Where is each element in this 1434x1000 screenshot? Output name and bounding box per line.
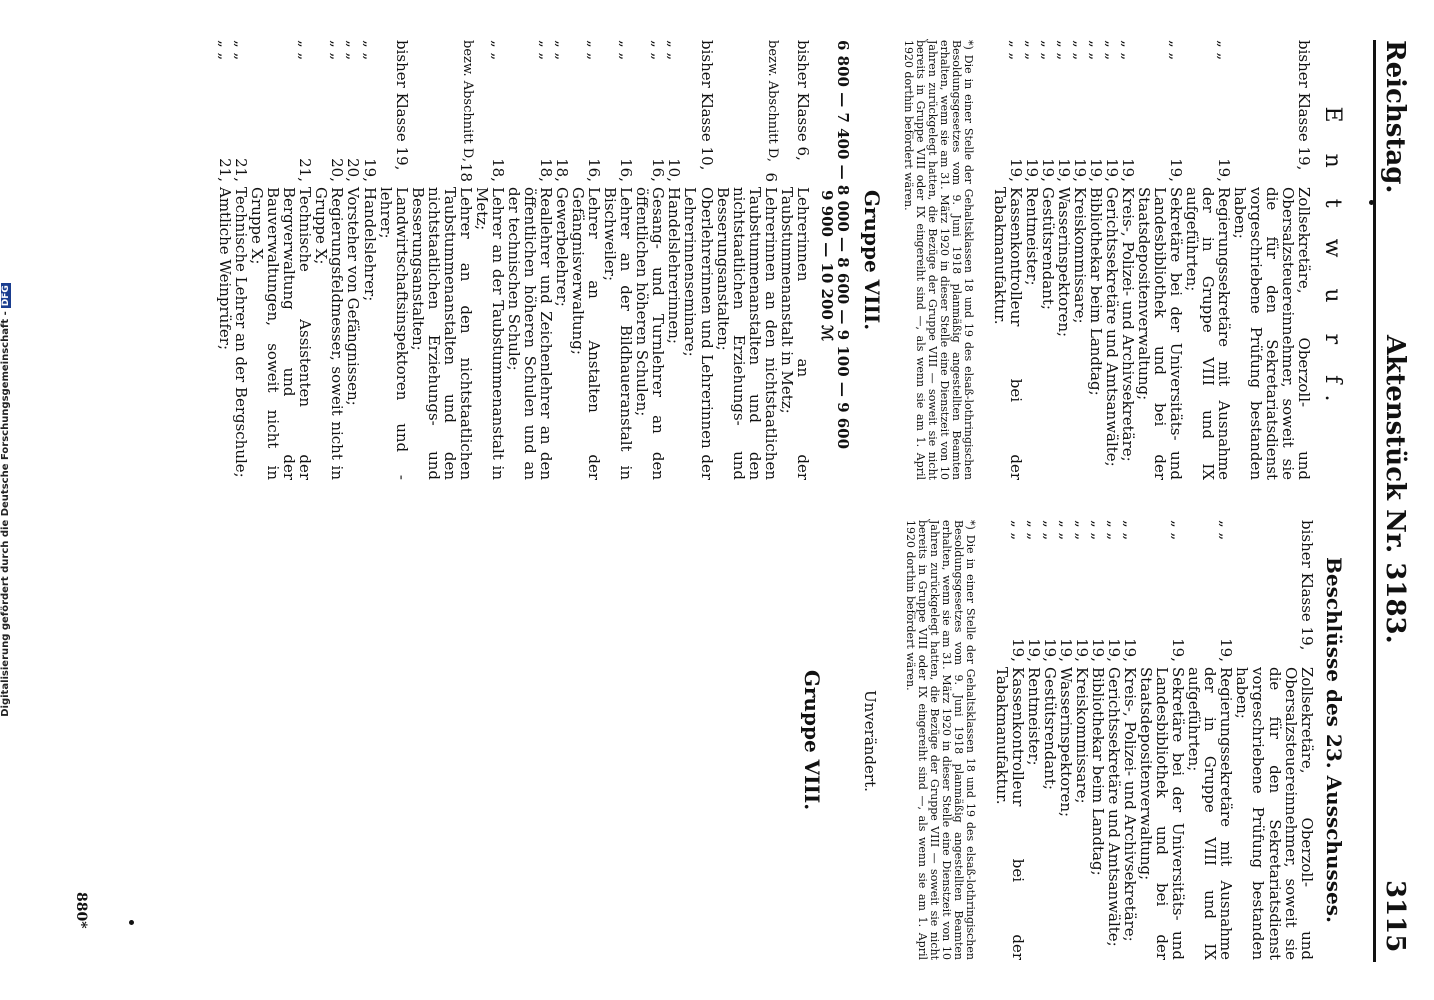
entry-class: „ „ (1215, 40, 1234, 61)
entry-class: bisher Klasse 10, (697, 40, 716, 171)
entry-class: „ „ (1008, 520, 1027, 541)
list-item (682, 40, 714, 480)
list-item (570, 40, 602, 480)
list-item (1120, 40, 1136, 480)
list-item (249, 40, 313, 480)
entry-text: Handelslehrer; (360, 187, 379, 302)
entry-text: Kreis-, Polizei- und Archivsekretäre; (1121, 667, 1140, 942)
list-item (1136, 40, 1184, 480)
list-item (217, 40, 233, 480)
entry-text: Rentmeister; (1022, 187, 1041, 286)
list-item (233, 40, 249, 480)
entry-class: „ „ (1121, 520, 1140, 541)
header-rule (1373, 40, 1376, 962)
entry-class: „ „ (649, 40, 668, 61)
list-item (1024, 40, 1040, 480)
list-item (1042, 520, 1058, 960)
entry-class: „ „ (537, 40, 556, 61)
entry-class: „ „ (1102, 40, 1121, 61)
entry-class: bisher Klasse 19, (1295, 40, 1314, 171)
entry-number (1232, 152, 1312, 187)
column-beschluesse (791, 520, 1344, 960)
digitization-note (0, 0, 16, 1000)
print-mark (129, 920, 134, 925)
entry-text: Gerichtssekretäre und Amtsanwälte; (1102, 187, 1121, 467)
entry-list (994, 520, 1315, 960)
entry-class: bisher Klasse 6, (793, 40, 812, 161)
list-item (474, 40, 506, 480)
entry-class: „ „ (1105, 520, 1124, 541)
entry-text: Gerichtssekretäre und Amtsanwälte; (1105, 667, 1124, 947)
footnote: *) Die in einer Stelle der Gehaltsklassen 18 und 19 des elsaß-lothringischen Besoldungsgesetzes vom 9. Juni 1918 planmäßig angestellten Beamten erhalten, wenn sie am 31. März 1920 in dieser Stelle eine Dienstzeit von 10 Jahren zurückgelegt hatten, die Bezüge der Gruppe VIII — soweit sie nicht bereits in Gruppe VIII oder IX eingereiht sind —, als wenn sie am 1. April 1920 dorthin befördert wären. (904, 520, 977, 960)
list-item (361, 40, 377, 480)
entry-number: 16, (649, 158, 668, 182)
entry-number: 19, (360, 158, 379, 182)
page-number: 880* (73, 892, 89, 929)
entry-text: Lehrer an der Taubstummenanstalt in Metz; (472, 187, 507, 480)
list-item (1138, 520, 1186, 960)
entry-class: „ „ (344, 40, 363, 61)
entry-class: „ „ (488, 40, 507, 61)
digitization-text: Digitalisierung gefördert durch die Deutsche Forschungsgemeinschaft - (0, 311, 11, 717)
list-item (666, 40, 682, 480)
entry-class: „ „ (1086, 40, 1105, 61)
entry-number: 18, (553, 158, 572, 182)
entry-class: „ „ (1217, 520, 1236, 541)
entry-number: 19, (1024, 638, 1043, 662)
entry-number: 21, (232, 158, 251, 182)
list-item (1104, 40, 1120, 480)
entry-class: „ „ (1070, 40, 1089, 61)
entry-class: „ „ (1006, 40, 1025, 61)
entry-text: Bibliothekar beim Landtag; (1089, 667, 1107, 876)
list-item (1122, 520, 1138, 960)
entry-class: „ „ (1022, 40, 1041, 61)
entry-number: 19, (1089, 638, 1107, 662)
entry-number: 19, (1072, 638, 1091, 662)
entry-class: „ „ (328, 40, 347, 61)
entry-class: „ „ (1167, 40, 1186, 61)
entry-class: „ „ (1089, 520, 1107, 541)
salary-scale (819, 40, 851, 480)
salary-row: 9 900 — 10 200 ℳ (817, 190, 836, 342)
entry-class: „ „ (585, 40, 604, 61)
entry-class: „ „ (1054, 40, 1073, 61)
entry-list (217, 40, 811, 480)
entry-number: 18, (488, 158, 507, 182)
entry-number: 20, (344, 158, 363, 182)
column-title: Beschlüsse des 23. Ausschusses. (1322, 557, 1346, 923)
list-item (1106, 520, 1122, 960)
entry-number: 19, (1105, 638, 1124, 662)
entry-number (378, 152, 410, 187)
entry-text: Kreis-, Polizei- und Archivsekretäre; (1118, 187, 1137, 462)
list-item (1072, 40, 1088, 480)
list-item (554, 40, 570, 480)
entry-text: Lehrer an Anstalten der Gefängnisverwaltung; (569, 187, 604, 480)
entry-class: „ „ (1169, 520, 1188, 541)
group-heading: Gruppe VIII. (860, 189, 885, 331)
entry-class: bisher Klasse 19, (392, 40, 411, 171)
list-item (1090, 520, 1106, 960)
entry-text: Technische Assistenten der Bergverwaltung und der Bauverwaltungen, soweit nicht in Gruppe X; (248, 187, 315, 480)
entry-class: „ „ (1056, 520, 1075, 541)
entry-text: Bibliothekar beim Landtag; (1086, 187, 1105, 396)
entry-text: Kassenkontrolleur bei der Tabakmanufaktur. (990, 187, 1025, 480)
entry-text: Kreiskommissare; (1072, 667, 1091, 804)
entry-number: 16, (617, 158, 636, 182)
running-header-title: Aktenstück Nr. 3183. (1380, 335, 1410, 644)
entry-text: Kassenkontrolleur bei der Tabakmanufaktur. (992, 667, 1027, 960)
entry-number: 19, (1118, 158, 1137, 182)
entry-class: bisher Klasse 19, (1297, 520, 1316, 651)
entry-number: 19, (1038, 158, 1057, 182)
list-item (715, 40, 779, 480)
entry-text: Regierungsfeldmesser, soweit nicht in Gruppe X; (312, 187, 347, 480)
entry-number: 19, (1054, 158, 1073, 182)
entry-number: 10, (665, 158, 684, 182)
entry-text: Lehrer an der Bildhaueranstalt in Bischweiler; (601, 187, 636, 480)
entry-number: 19, (1040, 638, 1059, 662)
entry-class: „ „ (617, 40, 636, 61)
entry-number: 19, (1070, 158, 1089, 182)
list-item (1088, 40, 1104, 480)
entry-text: Zollsekretäre, Oberzoll- und Obersalzsteuereinnehmer, soweit sie die für den Sekretariatsdienst vorgeschriebene Prüfung bestanden haben; (1231, 187, 1314, 480)
entry-text: Gestütsrendant; (1040, 667, 1059, 790)
entry-number: 19, (1022, 158, 1041, 182)
list-item (378, 40, 410, 480)
entry-number: 19, (1056, 638, 1075, 662)
entry-text: Wasserinspektoren; (1054, 187, 1073, 338)
entry-text: Gesang- und Turnlehrer an den öffentlichen höheren Schulen; (633, 187, 668, 480)
dfg-logo: DFG (1, 285, 11, 307)
list-item (1040, 40, 1056, 480)
entry-class: bezw. Abschnitt D, (764, 40, 780, 162)
entry-number (779, 152, 811, 187)
entry-number: 6 (761, 172, 780, 182)
entry-text: Lehrerinnen an der Taubstummenanstalt in Metz; (777, 187, 812, 480)
entry-text: Technische Lehrer an der Bergschule; (232, 187, 251, 478)
entry-number (682, 152, 714, 187)
entry-text: Lehrerinnen an den nichtstaatlichen Taubstummenanstalten und den nichtstaatlichen Erziehungs- und Besserungsanstalten; (713, 187, 780, 480)
list-item (1184, 40, 1232, 480)
salary-row: 6 800 — 7 400 — 8 000 — 8 600 — 9 100 — 9 600 (833, 40, 852, 450)
entry-class: „ „ (1072, 520, 1091, 541)
entry-list (992, 40, 1313, 480)
entry-class: „ „ (360, 40, 379, 61)
entry-class: „ „ (296, 40, 315, 61)
entry-number: 19, (1121, 638, 1140, 662)
list-item (1026, 520, 1042, 960)
entry-text: Regierungssekretäre mit Ausnahme der in Gruppe VIII und IX aufgeführten; (1185, 667, 1236, 960)
entry-number: 18 (456, 162, 475, 182)
entry-class: „ „ (1040, 520, 1059, 541)
entry-number: 18, (537, 158, 556, 182)
entry-text: Kreiskommissare; (1070, 187, 1089, 324)
list-item (1186, 520, 1234, 960)
entry-text: Gewerbelehrer; (553, 187, 572, 307)
list-item (1232, 40, 1312, 480)
entry-number: 19, (1086, 158, 1105, 182)
list-item (602, 40, 634, 480)
entry-class: bezw. Abschnitt D, (459, 40, 475, 162)
entry-class: „ „ (232, 40, 251, 61)
list-item (1074, 520, 1090, 960)
entry-number: 19, (1167, 158, 1186, 182)
list-item (779, 40, 811, 480)
group-heading: Gruppe VIII. (800, 669, 825, 811)
print-mark (1369, 200, 1374, 205)
list-item (992, 40, 1024, 480)
list-item (634, 40, 666, 480)
entry-text: Wasserinspektoren; (1056, 667, 1075, 818)
list-item (994, 520, 1026, 960)
unchanged-note: Unverändert. (861, 690, 880, 792)
entry-text: Reallehrer und Zeichenlehrer an den öffentlichen höheren Schulen und an der technischen Schule; (504, 187, 556, 480)
entry-number: 19, (1008, 638, 1027, 662)
entry-text: Sekretäre bei der Universitäts- und Landesbibliothek und bei der Staatsdepositenverwaltung; (1137, 667, 1188, 960)
entry-text: Amtliche Weinprüfer; (216, 187, 235, 351)
entry-text: Vorsteher von Gefängnissen; (344, 187, 363, 406)
entry-number: 19, (1217, 638, 1236, 662)
entry-text: Lehrer an den nichtstaatlichen Taubstummenanstalten und den nichtstaatlichen Erziehungs- und Besserungsanstalten; (408, 187, 475, 480)
entry-class: „ „ (1038, 40, 1057, 61)
entry-number: 20, (328, 158, 347, 182)
entry-class: „ „ (1118, 40, 1137, 61)
column-title: E n t w u r f. (1320, 106, 1345, 414)
entry-class: „ „ (665, 40, 684, 61)
entry-number: 16, (585, 158, 604, 182)
entry-number: 19, (1215, 158, 1234, 182)
list-item (1058, 520, 1074, 960)
entry-number: 19, (1169, 638, 1188, 662)
list-item (506, 40, 554, 480)
entry-text: Handelslehrerinnen; (665, 187, 684, 344)
list-item (410, 40, 474, 480)
entry-text: Rentmeister; (1024, 667, 1043, 766)
entry-class: „ „ (216, 40, 235, 61)
list-item (313, 40, 345, 480)
entry-class: „ „ (553, 40, 572, 61)
entry-text: Sekretäre bei der Universitäts- und Landesbibliothek und bei der Staatsdepositenverwaltung; (1135, 187, 1186, 480)
entry-number (1234, 632, 1314, 667)
running-header-page: 3115 (1380, 880, 1410, 953)
entry-text: Oberlehrerinnen und Lehrerinnen der Lehrerinnenseminare; (681, 187, 716, 480)
footnote: *) Die in einer Stelle der Gehaltsklassen 18 und 19 des elsaß-lothringischen Besoldungsgesetzes vom 9. Juni 1918 planmäßig angestellten Beamten erhalten, wenn sie am 31. März 1920 in dieser Stelle eine Dienstzeit von 10 Jahren zurückgelegt hatten, die Bezüge der Gruppe VIII — soweit sie nicht bereits in Gruppe VIII oder IX eingereiht sind —, als wenn sie am 1. April 1920 dorthin befördert wären. (902, 40, 975, 480)
entry-number: 19, (1102, 158, 1121, 182)
entry-number: 19, (1006, 158, 1025, 182)
entry-number: 21, (296, 158, 315, 182)
entry-text: Zollsekretäre, Oberzoll- und Obersalzsteuereinnehmer, soweit sie die für den Sekretariatsdienst vorgeschriebene Prüfung bestanden haben; (1233, 667, 1316, 960)
column-entwurf (217, 40, 1344, 480)
list-item (1234, 520, 1314, 960)
running-header-left: Reichstag. (1380, 40, 1410, 194)
entry-text: Gestütsrendant; (1038, 187, 1057, 310)
entry-number: 21, (216, 158, 235, 182)
list-item (1056, 40, 1072, 480)
entry-text: Regierungssekretäre mit Ausnahme der in Gruppe VIII und IX aufgeführten; (1183, 187, 1234, 480)
list-item (345, 40, 361, 480)
entry-text: Landwirtschaftsinspektoren und -lehrer; (376, 187, 411, 480)
entry-class: „ „ (1024, 520, 1043, 541)
